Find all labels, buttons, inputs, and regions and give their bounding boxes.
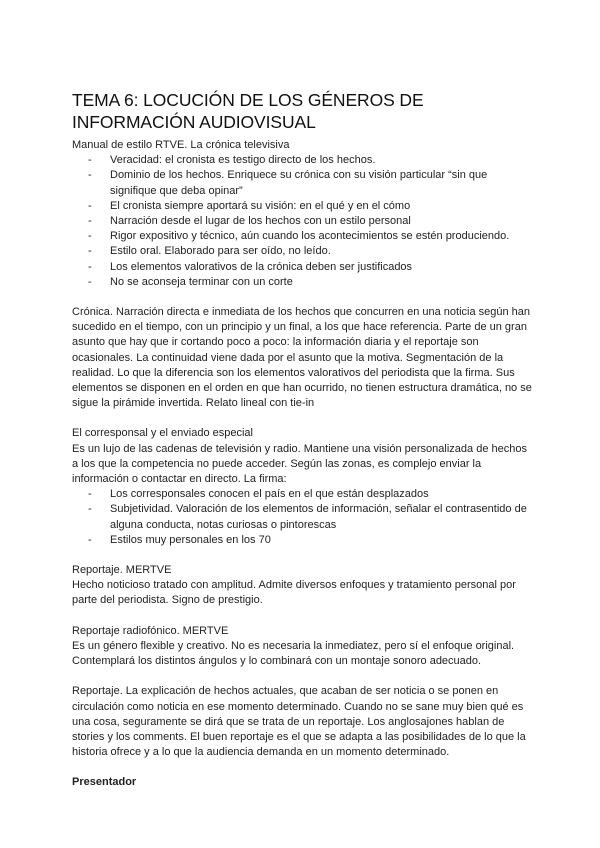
page-title: TEMA 6: LOCUCIÓN DE LOS GÉNEROS DE INFORMACIÓN AUDIOVISUAL <box>72 90 424 132</box>
cronica-tv-list <box>72 153 534 290</box>
section-heading-reportaje-mertve: Reportaje. MERTVE <box>72 564 172 577</box>
reportaje-paragraph: Reportaje. La explicación de hechos actuales, que acaban de ser noticia o se ponen en circulación como noticia en ese momento determinado. Cuando no se sane muy bien qué es una cosa, seguramente se dirá que se trata de un reportaje. Los anglosajones hablan de stories y los comments. El buen reportaje es el que se adapta a las posibilidades de lo que la historia ofrece y a lo que la audiencia demanda en un momento determinado. <box>72 685 526 759</box>
list-item: - Subjetividad. Valoración de los elementos de información, señalar el contrasentido de alguna conducta, notas curiosas o pintorescas <box>110 502 534 532</box>
list-item: - El cronista siempre aportará su visión: en el qué y en el cómo <box>110 199 534 214</box>
document-body <box>72 138 534 791</box>
list-item: - Estilos muy personales en los 70 <box>110 533 534 548</box>
list-item: - No se aconseja terminar con un corte <box>110 275 534 290</box>
section-heading-cronica-tv: Manual de estilo RTVE. La crónica televisiva <box>72 139 290 151</box>
corresponsal-paragraph: Es un lujo de las cadenas de televisión y radio. Mantiene una visión personalizada de hechos a los que la competencia no puede acceder. Según las zonas, es complejo enviar la información o contactar en directo. La firma: <box>72 442 527 486</box>
list-item: - Los elementos valorativos de la crónica deben ser justificados <box>110 260 534 275</box>
section-heading-corresponsal: El corresponsal y el enviado especial <box>72 427 253 440</box>
reportaje-mertve-paragraph: Hecho noticioso tratado con amplitud. Admite diversos enfoques y tratamiento personal por parte del periodista. Signo de prestigio. <box>72 579 516 607</box>
list-item: - Narración desde el lugar de los hechos con un estilo personal <box>110 214 534 229</box>
corresponsal-list <box>72 487 534 548</box>
reportaje-radio-paragraph: Es un género flexible y creativo. No es necesaria la inmediatez, pero sí el enfoque original. Contemplará los distintos ángulos y lo combinará con un montaje sonoro adecuado. <box>72 639 515 668</box>
list-item: - Rigor expositivo y técnico, aún cuando los acontecimientos se estén produciendo. <box>110 229 534 244</box>
list-item: - Dominio de los hechos. Enriquece su crónica con su visión particular “sin que signifique que deba opinar” <box>110 168 534 198</box>
list-item: - Veracidad: el cronista es testigo directo de los hechos. <box>110 153 534 168</box>
list-item: - Estilo oral. Elaborado para ser oído, no leído. <box>110 244 534 259</box>
section-heading-presentador: Presentador <box>72 776 137 789</box>
section-heading-reportaje-radio: Reportaje radiofónico. MERTVE <box>72 624 229 637</box>
list-item: - Los corresponsales conocen el país en el que están desplazados <box>110 487 534 502</box>
cronica-paragraph: Crónica. Narración directa e inmediata de los hechos que concurren en una noticia según han sucedido en el tiempo, con un principio y un final, a los que hace referencia. Parte de un gran asunto que hay que ir cortando poco a poco: la información diaria y el reportaje son ocasionales. La continuidad viene dada por el asunto que la motiva. Segmentación de la realidad. Lo que la diferencia son los elementos valorativos del periodista que la firma. Sus elementos se disponen en el orden en que han ocurrido, no tienen estructura dramática, no se sigue la pirámide invertida. Relato lineal con tie-in <box>72 306 532 410</box>
